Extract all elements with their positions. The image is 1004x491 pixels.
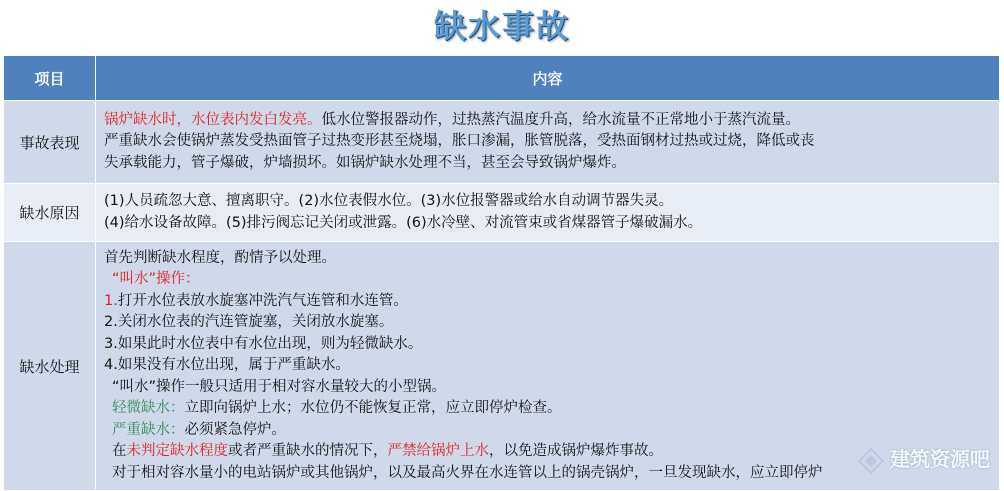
table-header-row [4, 56, 1000, 101]
content-line: 3.如果此时水位表中有水位出现，则为轻微缺水。 [104, 335, 423, 352]
highlight-text: 严禁给锅炉上水 [387, 443, 489, 460]
text: ，以免造成锅炉爆炸事故。 [489, 443, 663, 460]
step-number: 1. [104, 292, 118, 309]
table-row [4, 101, 1000, 184]
header-item: 项目 [4, 56, 96, 101]
table-row [4, 184, 1000, 242]
page-title: 缺水事故 [433, 7, 570, 45]
watermark-text: 建筑资源吧 [890, 447, 990, 471]
content-line: 4.如果没有水位出现，属于严重缺水。 [104, 357, 350, 374]
content-line: (1)人员疏忽大意、擅离职守。(2)水位表假水位。(3)水位报警器或给水自动调节器失灵。 [104, 193, 674, 209]
header-content: 内容 [96, 56, 1000, 101]
row-label: 缺水处理 [4, 242, 96, 491]
content-table [3, 55, 1000, 491]
content-line [104, 398, 999, 420]
text: 在 [112, 443, 127, 460]
content-line: “叫水”操作： [112, 271, 200, 288]
text: 或者严重缺水的情况下， [228, 443, 388, 460]
content-line [104, 110, 999, 132]
highlight-text: 未判定缺水程度 [126, 443, 228, 460]
watermark [820, 441, 990, 477]
highlight-text: 严重缺水： [112, 421, 185, 438]
highlight-text: 锅炉缺水时，水位表内发白发亮。 [104, 111, 322, 128]
content-line: 对于相对容水量小的电站锅炉或其他锅炉，以及最高火界在水连管以上的锅壳锅炉，一旦发现缺水，应立即停炉 [112, 464, 823, 481]
logo-icon [858, 448, 884, 474]
content-line: “叫水”操作一般只适用于相对容水量较大的小型锅。 [112, 378, 447, 395]
text: 低水位警报器动作，过热蒸汽温度升高，给水流量不正常地小于蒸汽流量。 [321, 111, 800, 128]
row-label: 事故表现 [4, 101, 96, 184]
content-line [104, 420, 999, 442]
text: 立即向锅炉上水；水位仍不能恢复正常，应立即停炉检查。 [184, 400, 562, 417]
content-line: 首先判断缺水程度，酌情予以处理。 [104, 249, 336, 266]
content-line [104, 291, 999, 313]
row-content [96, 184, 1000, 242]
row-content [96, 101, 1000, 184]
content-line: (4)给水设备故障。(5)排污阀忘记关闭或泄露。(6)水冷壁、对流管束或省煤器管子爆破漏水。 [104, 214, 703, 231]
content-line: 失承载能力，管子爆破，炉墙损坏。如锅炉缺水处理不当，甚至会导致锅炉爆炸。 [104, 154, 626, 171]
text: 打开水位表放水旋塞冲洗汽气连管和水连管。 [117, 292, 408, 309]
content-line: 严重缺水会使锅炉蒸发受热面管子过热变形甚至烧塌，胀口渗漏，胀管脱落，受热面钢材过热或过烧，降低或丧 [104, 133, 815, 150]
row-label: 缺水原因 [4, 184, 96, 242]
highlight-text: 轻微缺水： [112, 400, 185, 417]
text: 必须紧急停炉。 [184, 421, 286, 438]
content-line: 2.关闭水位表的汽连管旋塞，关闭放水旋塞。 [104, 314, 394, 331]
